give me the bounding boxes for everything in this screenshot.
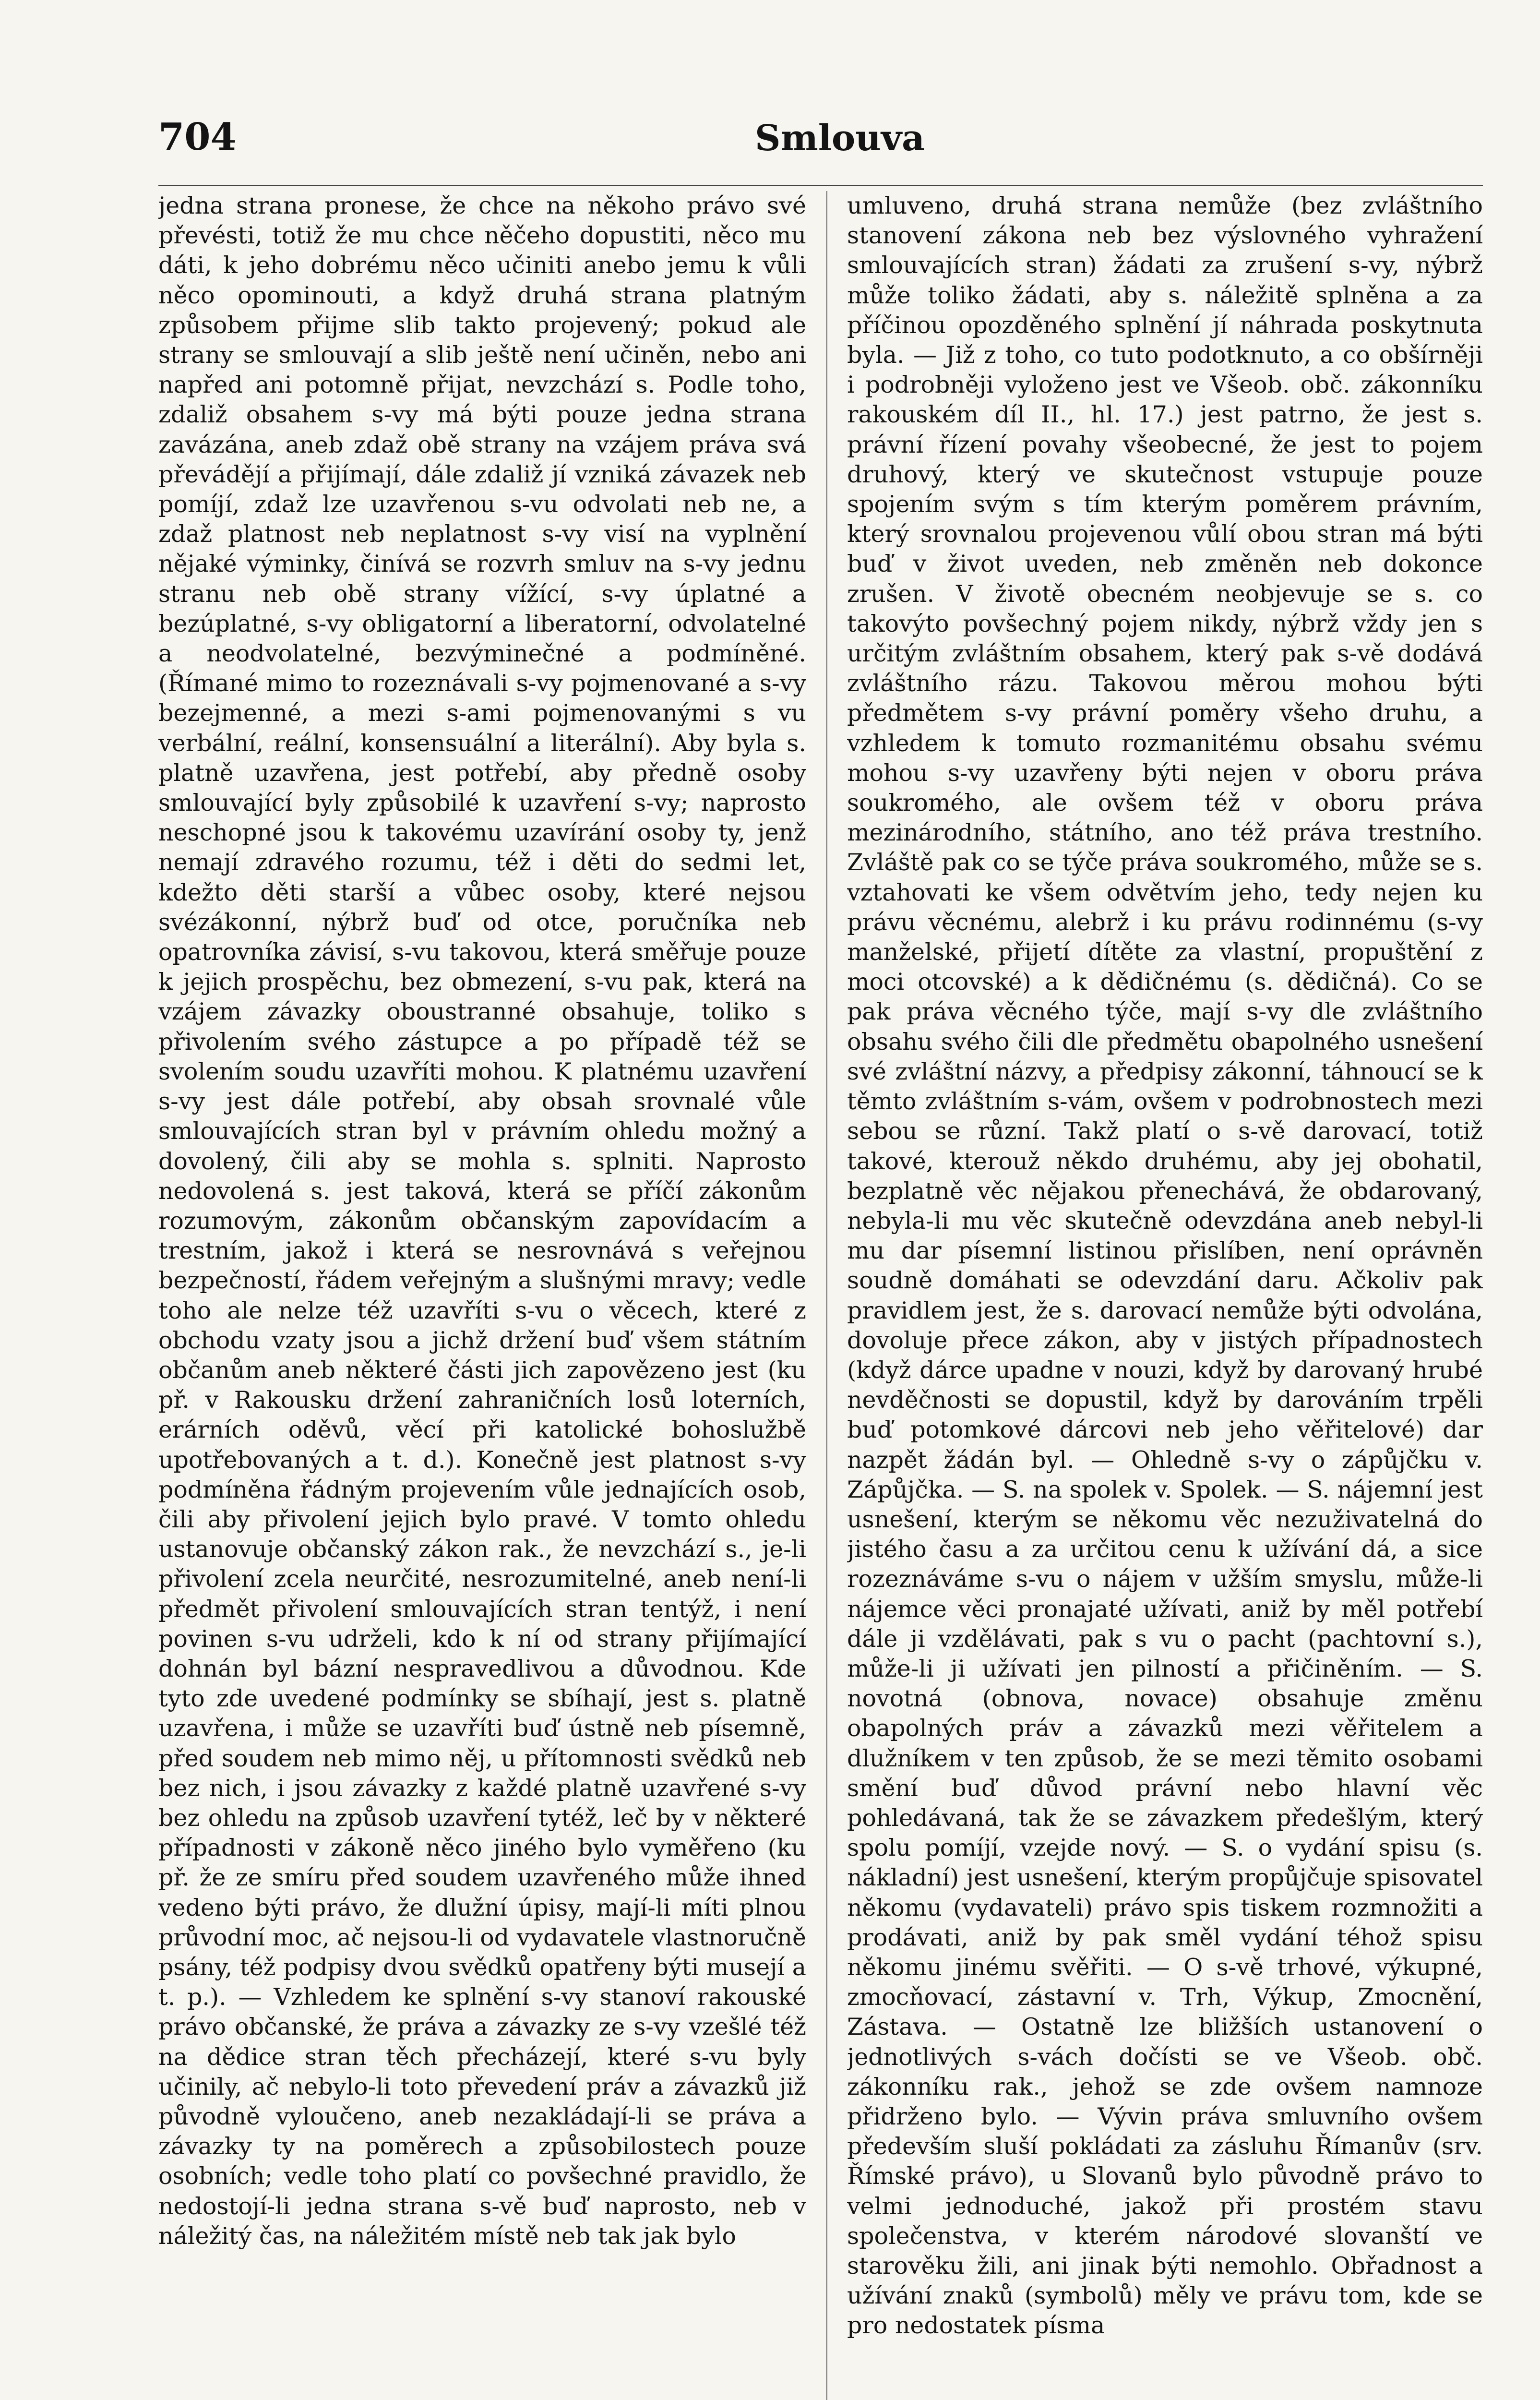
column-divider <box>826 191 827 2400</box>
left-column <box>158 191 806 2400</box>
running-head: Smlouva <box>755 118 925 159</box>
page-number: 704 <box>158 115 237 159</box>
header-rule <box>158 185 1483 186</box>
left-column-text: jedna strana pronese, že chce na někoho právo své převésti, totiž že mu chce něčeho dopustiti, něco mu dáti, k jeho dobrému něco učiniti anebo jemu k vůli něco opominouti, a když druhá strana platným způsobem přijme slib takto projevený; pokud ale strany se smlouvají a slib ještě není učiněn, nebo ani napřed ani potomně přijat, nevzchází s. Podle toho, zdaliž obsahem s-vy má býti pouze jedna strana zavázána, aneb zdaž obě strany na vzájem práva svá převádějí a přijímají, dále zdaliž jí vzniká závazek neb pomíjí, zdaž lze uzavřenou s-vu odvolati neb ne, a zdaž platnost neb neplatnost s-vy visí na vyplnění nějaké výminky, činívá se rozvrh smluv na s-vy jednu stranu neb obě strany vížící, s-vy úplatné a bezúplatné, s-vy obligatorní a liberatorní, odvolatelné a neodvolatelné, bezvýminečné a podmíněné. (Římané mimo to rozeznávali s-vy pojmenované a s-vy bezejmenné, a mezi s-ami pojmenovanými s vu verbální, reální, konsensuální a literální). Aby byla s. platně uzavřena, jest potřebí, aby předně osoby smlouvající byly způsobilé k uzavření s-vy; naprosto neschopné jsou k takovému uzavírání osoby ty, jenž nemají zdravého rozumu, též i děti do sedmi let, kdežto děti starší a vůbec osoby, které nejsou svézákonní, nýbrž buď od otce, poručníka neb opatrovníka závisí, s-vu takovou, která směřuje pouze k jejich prospěchu, bez obmezení, s-vu pak, která na vzájem závazky oboustranné obsahuje, toliko s přivolením svého zástupce a po případě též se svolením soudu uzavříti mohou. K platnému uzavření s-vy jest dále potřebí, aby obsah srovnalé vůle smlouvajících stran byl v právním ohledu možný a dovolený, čili aby se mohla s. splniti. Naprosto nedovolená s. jest taková, která se příčí zákonům rozumovým, zákonům občanským zapovídacím a trestním, jakož i která se nesrovnává s veřejnou bezpečností, řádem veřejným a slušnými mravy; vedle toho ale nelze též uzavříti s-vu o věcech, které z obchodu vzaty jsou a jichž držení buď všem státním občanům aneb některé části jich zapovězeno jest (ku př. v Rakousku držení zahraničních losů loterních, erárních oděvů, věcí při katolické bohoslužbě upotřebovaných a t. d.). Konečně jest platnost s-vy podmíněna řádným projevením vůle jednajících osob, čili aby přivolení jejich bylo pravé. V tomto ohledu ustanovuje občanský zákon rak., že nevzchází s., je-li přivolení zcela neurčité, nesrozumitelné, aneb není-li předmět přivolení smlouvajících stran tentýž, i není povinen s-vu udrželi, kdo k ní od strany přijímající dohnán byl bázní nespravedlivou a důvodnou. Kde tyto zde uvedené podmínky se sbíhají, jest s. platně uzavřena, i může se uzavříti buď ústně neb písemně, před soudem neb mimo něj, u přítomnosti svědků neb bez nich, i jsou závazky z každé platně uzavřené s-vy bez ohledu na způsob uzavření tytéž, leč by v některé případnosti v zákoně něco jiného bylo vyměřeno (ku př. že ze smíru před soudem uzavřeného může ihned vedeno býti právo, že dlužní úpisy, mají-li míti plnou průvodní moc, ač nejsou-li od vydavatele vlastnoručně psány, též podpisy dvou svědků opatřeny býti musejí a t. p.). — Vzhledem ke splnění s-vy stanoví rakouské právo občanské, že práva a závazky ze s-vy vzešlé též na dědice stran těch přecházejí, které s-vu byly učinily, ač nebylo-li toto převedení práv a závazků již původně vyloučeno, aneb nezakládají-li se práva a závazky ty na poměrech a způsobilostech pouze osobních; vedle toho platí co povšechné pravidlo, že nedostojí-li jedna strana s-vě buď naprosto, neb v náležitý čas, na náležitém místě neb tak jak bylo <box>158 192 806 2250</box>
right-column-text: umluveno, druhá strana nemůže (bez zvláštního stanovení zákona neb bez výslovného vyhražení smlouvajících stran) žádati za zrušení s-vy, nýbrž může toliko žádati, aby s. náležitě splněna a za příčinou opozděného splnění jí náhrada poskytnuta byla. — Již z toho, co tuto podotknuto, a co obšírněji i podrobněji vyloženo jest ve Všeob. obč. zákonníku rakouském díl II., hl. 17.) jest patrno, že jest s. právní řízení povahy všeobecné, že jest to pojem druhový, který ve skutečnost vstupuje pouze spojením svým s tím kterým poměrem právním, který srovnalou projevenou vůlí obou stran má býti buď v život uveden, neb změněn neb dokonce zrušen. V životě obecném neobjevuje se s. co takovýto povšechný pojem nikdy, nýbrž vždy jen s určitým zvláštním obsahem, který pak s-vě dodává zvláštního rázu. Takovou měrou mohou býti předmětem s-vy právní poměry všeho druhu, a vzhledem k tomuto rozmanitému obsahu svému mohou s-vy uzavřeny býti nejen v oboru práva soukromého, ale ovšem též v oboru práva mezinárodního, státního, ano též práva trestního. Zvláště pak co se týče práva soukromého, může se s. vztahovati ke všem odvětvím jeho, tedy nejen ku právu věcnému, alebrž i ku právu rodinnému (s-vy manželské, přijetí dítěte za vlastní, propuštění z moci otcovské) a k dědičnému (s. dědičná). Co se pak práva věcného týče, mají s-vy dle zvláštního obsahu svého čili dle předmětu obapolného usnešení své zvláštní názvy, a předpisy zákonní, táhnoucí se k těmto zvláštním s-vám, ovšem v podrobnostech mezi sebou se různí. Takž platí o s-vě darovací, totiž takové, kterouž někdo druhému, aby jej obohatil, bezplatně věc nějakou přenechává, že obdarovaný, nebyla-li mu věc skutečně odevzdána aneb nebyl-li mu dar písemní listinou přislíben, není oprávněn soudně domáhati se odevzdání daru. Ačkoliv pak pravidlem jest, že s. darovací nemůže býti odvolána, dovoluje přece zákon, aby v jistých případnostech (když dárce upadne v nouzi, když by darovaný hrubé nevděčnosti se dopustil, když by darováním trpěli buď potomkové dárcovi neb jeho věřitelové) dar nazpět žádán byl. — Ohledně s-vy o zápůjčku v. Zápůjčka. — S. na spolek v. Spolek. — S. nájemní jest usnešení, kterým se někomu věc nezuživatelná do jistého času a za určitou cenu k užívání dá, a sice rozeznáváme s-vu o nájem v užším smyslu, může-li nájemce věci pronajaté užívati, aniž by měl potřebí dále ji vzdělávati, pak s vu o pacht (pachtovní s.), může-li ji užívati jen pilností a přičiněním. — S. novotná (obnova, novace) obsahuje změnu obapolných práv a závazků mezi věřitelem a dlužníkem v ten způsob, že se mezi těmito osobami smění buď důvod právní nebo hlavní věc pohledávaná, tak že se závazkem předešlým, který spolu pomíjí, vzejde nový. — S. o vydání spisu (s. nákladní) jest usnešení, kterým propůjčuje spisovatel někomu (vydavateli) právo spis tiskem rozmnožiti a prodávati, aniž by pak směl vydání téhož spisu někomu jinému svěřiti. — O s-vě trhové, výkupné, zmocňovací, zástavní v. Trh, Výkup, Zmocnění, Zástava. — Ostatně lze bližších ustanovení o jednotlivých s-vách dočísti se ve Všeob. obč. zákonníku rak., jehož se zde ovšem namnoze přidrženo bylo. — Vývin práva smluvního ovšem především sluší pokládati za zásluhu Římanův (srv. Římské právo), u Slovanů bylo původně právo to velmi jednoduché, jakož při prostém stavu společenstva, v kterém národové slovanští ve starověku žili, ani jinak býti nemohlo. Obřadnost a užívání znaků (symbolů) měly ve právu tom, kde se pro nedostatek písma <box>847 192 1483 2340</box>
right-column <box>847 191 1483 2400</box>
